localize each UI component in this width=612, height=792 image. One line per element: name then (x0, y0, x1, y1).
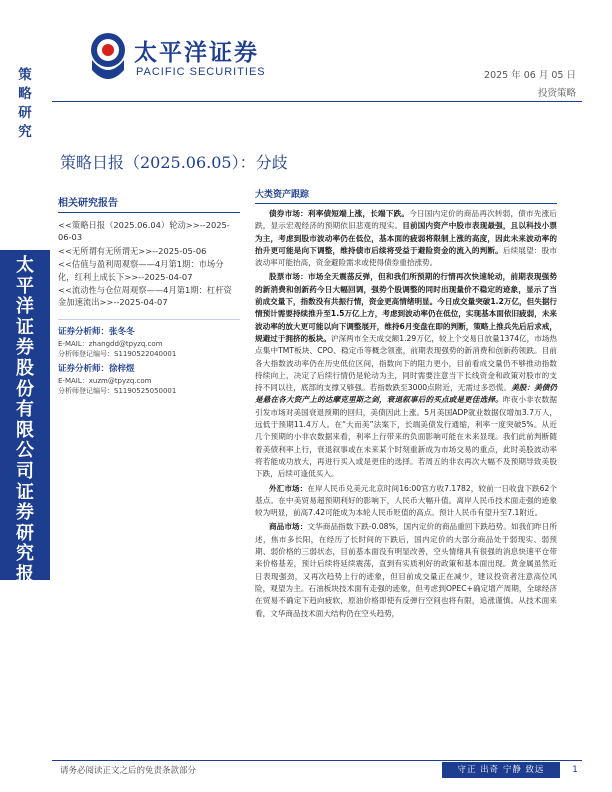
header-divider (52, 101, 582, 102)
brand-name-cn: 太平洋证券 (134, 40, 259, 66)
bond-market-paragraph (255, 208, 557, 269)
related-report-link[interactable]: <<估值与盈利周观察——4月第1期：市场分化，红利上成长下>>--2025-04-07 (58, 259, 224, 282)
stock-text: 沪深两市全天成交额1.29万亿，较上个交易日放量1374亿，市场热点集中TMT板块、CPO、稳定币等概念领涨，前期表现强势的新消费和创新药领跌。目前各大指数波动率仍在历史低位区间，指数向下的阻力更小，目前看成交量仍不够推动指数持续向上，决定了后续行情仍是轮动为主，同时需要注意当下长线资金和政策对股市的支持不同以往，底部的支撑又够强。若指数跌至3000点附近，无需过多恐慌。 (255, 333, 558, 393)
us-stock-text: 昨夜小非农数据引发市场对美国衰退预期的回归，美债因此上涨。5月美国ADP就业数据仅增加3.7万人，远低于预期11.4万人。在“大而美”法案下，长端美债发行通缩，利率一度突破5%。从近几个预期的小非农数据来看，利率上行带来的负面影响可能在未来显现。我们此前判断随着美债利率上行，衰退叙事或在未来某个时刻重新成为市场交易的重点，此时美股波动率将若能成功放大，再进行买入或是更佳的选择。若周五的非农再次大幅不及预期导致美股下跌，后续可逢低买入。 (255, 395, 558, 479)
analyst-label: 证券分析师： (58, 326, 110, 337)
related-reports-panel (58, 194, 240, 396)
bond-view: 目前国内资产中股市表现最强，且以科技小票为主，考虑到股市波动率仍在低位，基本面的疲弱将限制上涨的高度，因此未来波动率的抬升更可能是向下调整，维持债市后续将受益于避险资金的流入的判断。 (255, 221, 557, 255)
fx-label: 外汇市场： (269, 483, 308, 493)
commodity-market-paragraph (255, 521, 557, 619)
related-report-link[interactable]: <<无所谓有无所谓无>>--2025-05-06 (58, 245, 207, 256)
fx-market-paragraph (255, 483, 557, 520)
analyst-name: 张冬冬 (109, 326, 135, 337)
commodity-text: 文华商品指数下跌-0.08%，国内定价的商品重回下跌趋势。如我们昨日所述，焦市多长阳，在经历了长时间的下跌后，国内定价的大部分商品处于弱现实、弱预期、弱价格的三弱状态，目前基本面没有明显改善，空头情绪具有很强的消息快速平仓带来价格基差，预计后续将延续震荡，直到有实质利好的政策和基本面出现。黄金属虽然近日表现强劲，又再次趋势上行的迹象，但目前成交量正在减少，建议投资者注意高位风险，观望为主。石油板块技术面有走强的迹象，但考虑到OPEC+确定增产周期，全球经济在贸易不确定下趋向疲软，原油价格即使有反弹行空间也将有限，追涨谨慎。从技术面来看，文华商品技术面大结构仍在空头趋势， (255, 522, 557, 618)
main-content (255, 187, 557, 622)
stock-headline: 市场全天震荡反弹，但和我们所预期的行情再次快速轮动，前期表现强势的新消费和创新药今日大幅回调，强势个股调整的同时出现量价不稳定的迹象，显示了当前成交量下，指数没有共振行情，资金更高情绪明显。今日成交量突破1.2万亿，但失据行情预计需要持续推升至1.5万亿上方，考虑到波动率仍在低位，实现基本面依旧疲弱，未来波动率的放大更可能以向下调整展开，维持6月变盘在即的判断，策略上推兵先后后求戒，规避过于拥挤的板块。 (255, 272, 558, 343)
analyst-license: 分析师登记编号：S1190525050001 (58, 386, 177, 395)
footer-disclaimer: 请务必阅读正文之后的免责条款部分 (60, 766, 197, 776)
analyst-email[interactable]: E-MAIL：zhangdd@tpyzq.com (58, 339, 163, 348)
related-report-link[interactable]: <<流动性与仓位周观察——4月第1期：杠杆资金加速流出>>--2025-04-07 (58, 285, 232, 308)
company-logo (88, 30, 278, 90)
related-report-link[interactable]: <<策略日报（2025.06.04）轮动>>--2025-06-03 (58, 220, 230, 243)
sidebar-company: 太平洋证券股份有限公司证券研究报告 (16, 255, 34, 606)
analyst-heading (58, 363, 240, 376)
footer-motto: 守正 出奇 宁静 致远 (442, 762, 560, 778)
bond-text: 今日国内定价的商品再次转弱，债市先涨后跌，显示宏观经济的预期依旧悲观的现实。 (255, 209, 558, 231)
us-stock-headline: 美股：美债仍是悬在各大资产上的达摩克里斯之剑，衰退叙事后的买点或是更佳选择。 (255, 383, 557, 405)
commodity-label: 商品市场： (269, 522, 308, 532)
bond-outlook: 后续展望：股市波动率可能抬高，资金避险需求或使得债券重拾涨势。 (255, 245, 558, 268)
fx-text: 在岸人民币兑美元北京时间16:00官方收7.1782，较前一日收盘下跌62个基点。在中美贸易超预期利好的影响下，人民币大幅升值。离岸人民币技术面走强的迹象较为明显，前高7.42可能成为本轮人民币贬值的高点。预计人民币有望升至7.1附近。 (255, 483, 557, 518)
bond-headline: 利率债短端上涨，长端下跌。 (307, 209, 410, 218)
analyst-email[interactable]: E-MAIL：xuzm@tpyzq.com (58, 376, 152, 385)
report-type: 投资策略 (537, 88, 576, 99)
brand-name-en: PACIFIC SECURITIES (136, 66, 266, 78)
analyst-license: 分析师登记编号：S1190522040001 (58, 349, 177, 358)
page-title: 策略日报（2025.06.05）：分歧 (60, 153, 288, 172)
analyst-heading (58, 326, 240, 339)
related-reports-title: 相关研究报告 (58, 194, 240, 213)
sidebar-category: 策略研究 (18, 67, 32, 140)
section-title: 大类资产跟踪 (255, 187, 557, 204)
stock-market-paragraph (255, 271, 557, 480)
analyst-list (58, 319, 240, 396)
analyst-name: 徐梓煜 (109, 363, 135, 374)
report-date: 2025 年 06 月 05 日 (484, 70, 576, 81)
stock-label: 股票市场： (269, 272, 308, 282)
bond-label: 债券市场： (269, 209, 308, 218)
logo-mark-icon (88, 30, 128, 84)
footer-divider (52, 760, 582, 761)
page-number: 1 (572, 765, 578, 775)
analyst-label: 证券分析师： (58, 363, 110, 374)
